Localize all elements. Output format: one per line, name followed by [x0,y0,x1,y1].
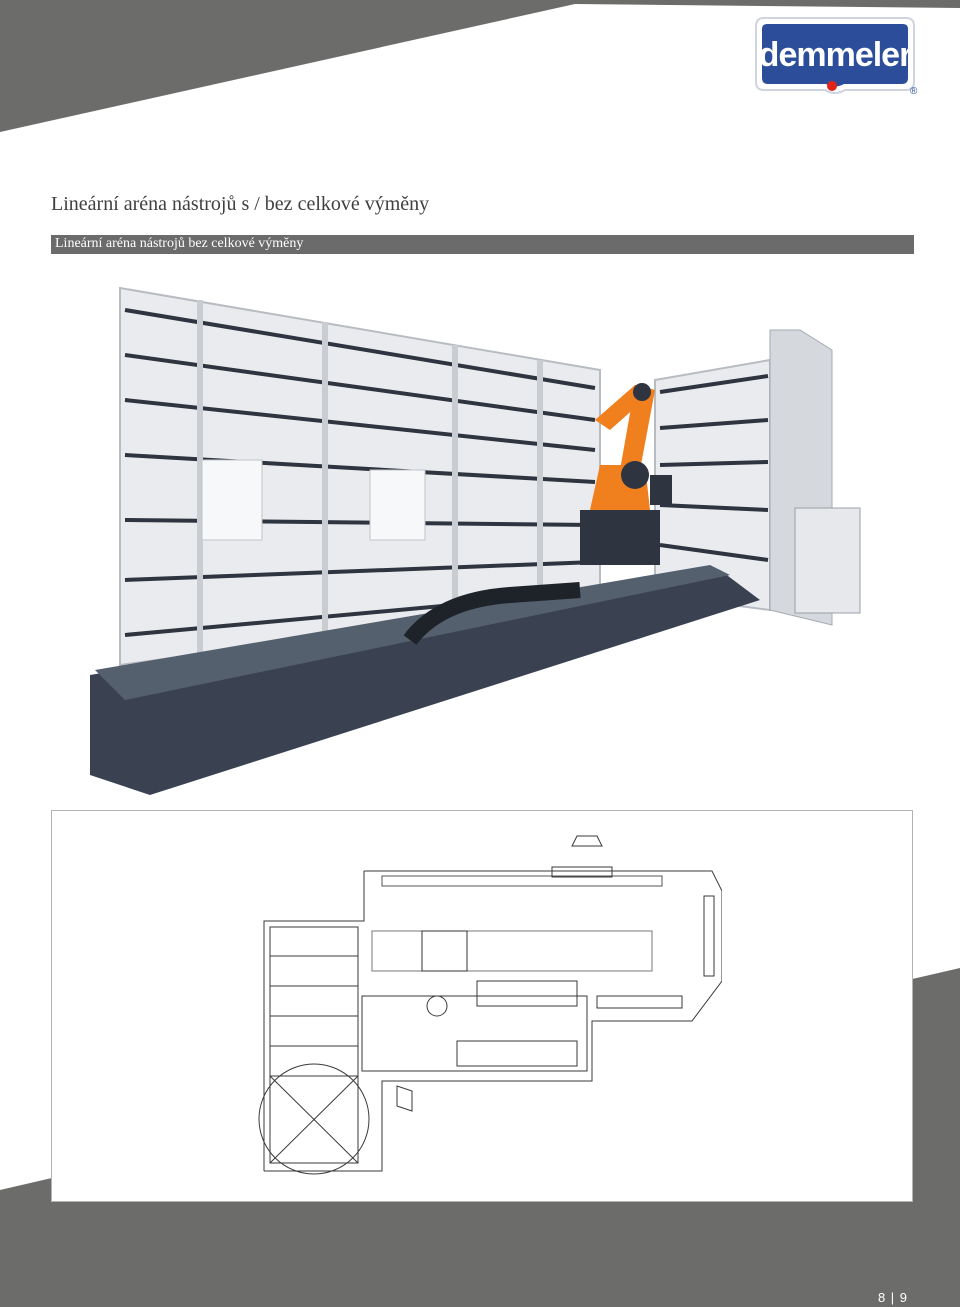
layout-plan-frame [51,810,913,1202]
plan-outline [264,871,722,1171]
plan-lower-rack [597,996,682,1008]
logo-wordmark: demmeler [758,36,912,74]
logo-red-dot [827,81,837,91]
plan-storage-grid [259,927,369,1174]
plan-gripper [397,1086,412,1111]
tool-arena-photo [80,270,890,800]
demmeler-logo [750,12,920,102]
section-bar [51,235,914,254]
page-number: 8 | 9 [877,1290,908,1305]
rack-grid-panel [202,460,262,540]
section-label: Lineární aréna nástrojů bez celkové výměny [55,236,304,251]
registered-mark: ® [910,86,918,97]
plan-rail [372,931,652,971]
control-box [795,508,860,613]
layout-plan-drawing [252,831,722,1196]
plan-top-rack [382,876,662,886]
plan-gripper [572,836,602,846]
rack-grid-panel [370,470,425,540]
plan-right-rack [704,896,714,976]
page-title: Lineární aréna nástrojů s / bez celkové výměny [51,193,430,215]
